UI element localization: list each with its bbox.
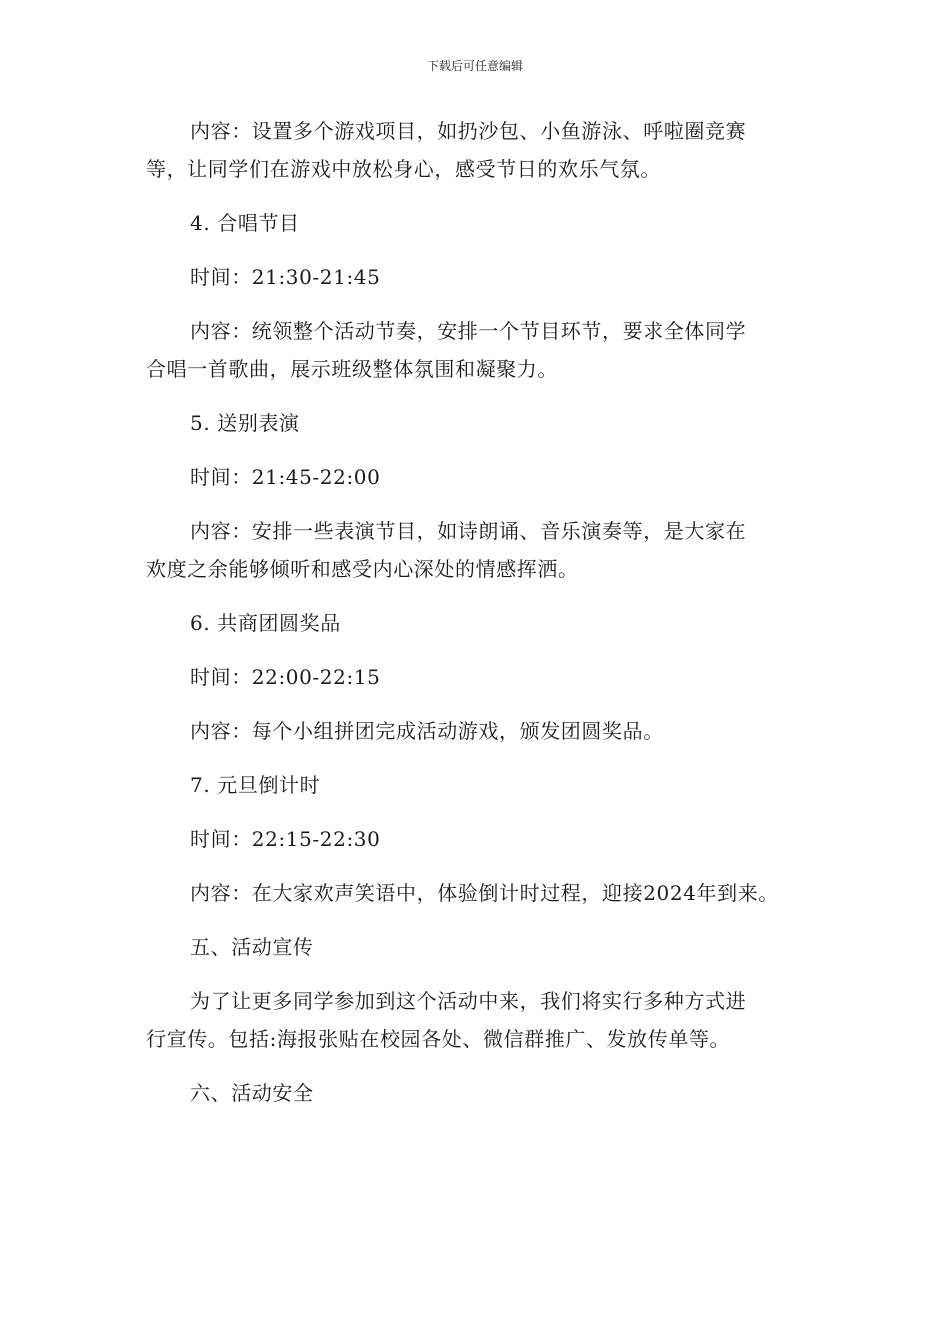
section-heading-7: 7. 元旦倒计时 bbox=[190, 773, 321, 797]
time-line: 时间：22:00-22:15 bbox=[190, 665, 381, 689]
text-line: 内容：设置多个游戏项目，如扔沙包、小鱼游泳、呼啦圈竞赛 bbox=[190, 119, 747, 143]
section-heading-4: 4. 合唱节目 bbox=[190, 211, 300, 235]
time-line: 时间：21:30-21:45 bbox=[190, 265, 381, 289]
text-line: 等，让同学们在游戏中放松身心，感受节日的欢乐气氛。 bbox=[146, 157, 661, 181]
section-heading-safety: 六、活动安全 bbox=[190, 1081, 314, 1105]
text-line: 行宣传。包括:海报张贴在校园各处、微信群推广、发放传单等。 bbox=[146, 1027, 731, 1051]
section-heading-promotion: 五、活动宣传 bbox=[190, 935, 314, 959]
paragraph-prize-content: 内容：每个小组拼团完成活动游戏，颁发团圆奖品。 bbox=[190, 719, 664, 743]
text-line: 合唱一首歌曲，展示班级整体氛围和凝聚力。 bbox=[146, 357, 558, 381]
section-heading-5: 5. 送别表演 bbox=[190, 411, 300, 435]
page-header: 下载后可任意编辑 bbox=[426, 59, 523, 73]
paragraph-countdown-content: 内容：在大家欢声笑语中，体验倒计时过程，迎接2024年到来。 bbox=[190, 881, 779, 905]
paragraph-games-content bbox=[146, 112, 826, 188]
text-line: 内容：安排一些表演节目，如诗朗诵、音乐演奏等，是大家在 bbox=[190, 519, 747, 543]
section-heading-6: 6. 共商团圆奖品 bbox=[190, 611, 341, 635]
paragraph-chorus-content bbox=[146, 312, 826, 388]
paragraph-performance-content bbox=[146, 512, 826, 588]
paragraph-promotion-content bbox=[146, 982, 826, 1058]
text-line: 为了让更多同学参加到这个活动中来，我们将实行多种方式进 bbox=[190, 989, 747, 1013]
text-line: 内容：统领整个活动节奏，安排一个节目环节，要求全体同学 bbox=[190, 319, 747, 343]
time-line: 时间：22:15-22:30 bbox=[190, 827, 381, 851]
document-body bbox=[146, 112, 826, 1112]
time-line: 时间：21:45-22:00 bbox=[190, 465, 381, 489]
text-line: 欢度之余能够倾听和感受内心深处的情感挥洒。 bbox=[146, 557, 579, 581]
